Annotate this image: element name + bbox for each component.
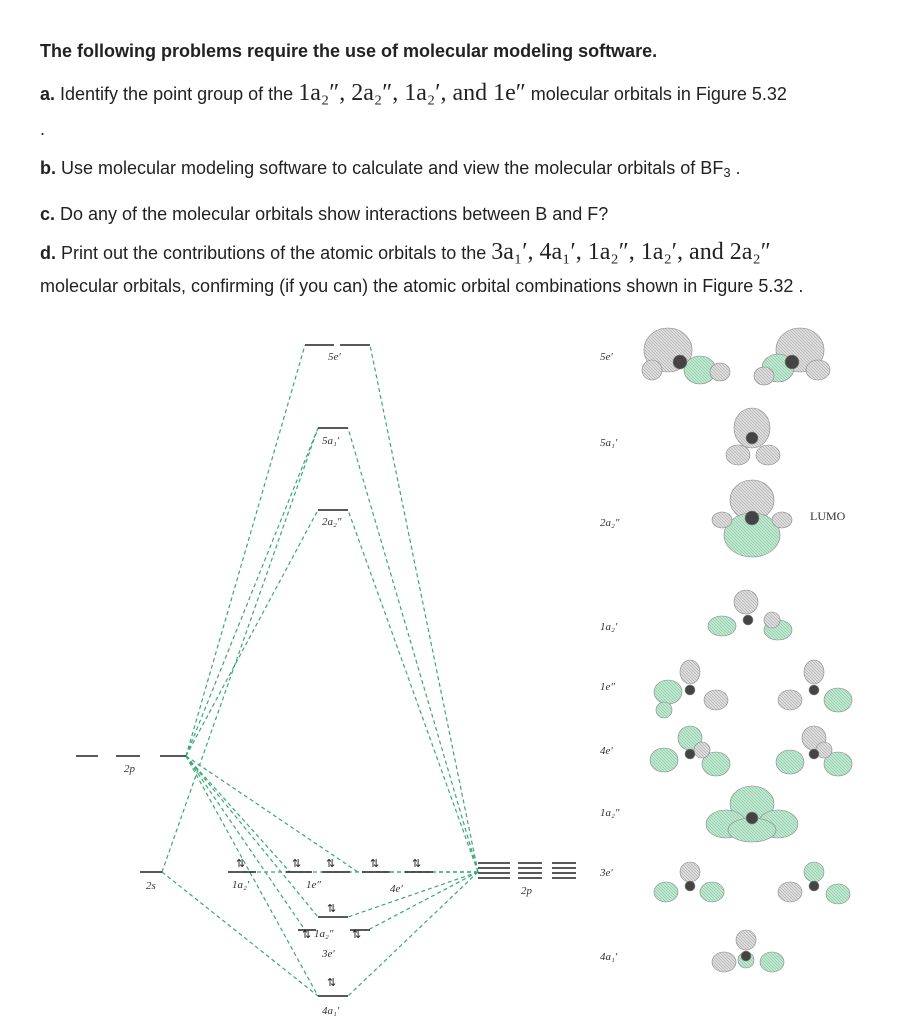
correlation-lines	[162, 345, 478, 996]
electron-pair: ⇅	[326, 857, 336, 870]
problem-a-letter: a.	[40, 84, 56, 104]
column-label-1a2-dprime: 1a₂″	[600, 807, 620, 819]
electron-pair: ⇅	[352, 928, 362, 941]
orbital-1a2-prime	[708, 590, 792, 640]
orbital-5e-b	[754, 328, 830, 385]
label-2a2-dprime: 2a₂″	[322, 516, 342, 528]
problem-d	[40, 241, 771, 264]
problem-b	[40, 157, 741, 184]
orbital-3e-a	[654, 862, 724, 902]
label-5a1-prime: 5a₁′	[322, 435, 340, 447]
electron-pair: ⇅	[370, 857, 380, 870]
electron-pair: ⇅	[327, 902, 337, 915]
label-1a2-prime: 1a₂′	[232, 879, 250, 891]
problem-b-text: Use molecular modeling software to calculate and view the molecular orbitals of BF	[56, 158, 724, 178]
electron-pairs	[236, 857, 421, 989]
electron-pair: ⇅	[236, 857, 246, 870]
electron-pair: ⇅	[292, 857, 302, 870]
column-label-4a1: 4a₁′	[600, 951, 618, 963]
column-label-1a2-prime: 1a₂′	[600, 621, 618, 633]
label-1a2-dprime: 1a₂″	[314, 928, 334, 940]
orbital-5a1	[726, 408, 780, 465]
problem-b-letter: b.	[40, 158, 56, 178]
column-label-4e: 4e′	[600, 745, 613, 757]
problem-d-line2: molecular orbitals, confirming (if you can) the atomic orbital combinations shown in Figure 5.32 .	[40, 276, 804, 296]
column-label-3e: 3e′	[600, 867, 613, 879]
column-label-5e: 5e′	[600, 351, 613, 363]
label-1e-dprime: 1e″	[306, 879, 321, 891]
column-label-1e: 1e″	[600, 681, 615, 693]
orbital-5e-a	[642, 328, 730, 384]
problem-a-dot: .	[40, 119, 46, 139]
problem-a	[40, 82, 787, 105]
problem-d-pre: Print out the contributions of the atomic orbitals to the	[56, 243, 492, 263]
problem-a-pre: Identify the point group of the	[55, 84, 299, 104]
problem-a-orbitals: 1a₂″, 2a₂″, 1a₂′, and 1e″	[298, 80, 526, 106]
problem-c-letter: c.	[40, 204, 56, 224]
problem-c	[40, 203, 608, 225]
label-b-2p: 2p	[124, 763, 135, 775]
problem-d-orbitals: 3a₁′, 4a₁′, 1a₂″, 1a₂′, and 2a₂″	[491, 239, 771, 265]
label-f-2p: 2p	[521, 885, 532, 897]
orbital-4a1	[712, 930, 784, 972]
problem-c-text: Do any of the molecular orbitals show interactions between B and F?	[55, 204, 609, 224]
lumo-label: LUMO	[810, 509, 846, 523]
column-label-5a1: 5a₁′	[600, 437, 618, 449]
mo-diagram-figure	[0, 320, 922, 1024]
label-b-2s: 2s	[146, 880, 156, 892]
orbital-1e-a	[654, 660, 728, 718]
electron-pair: ⇅	[412, 857, 422, 870]
problem-b-end: .	[730, 158, 741, 178]
label-5e-prime: 5e′	[328, 351, 341, 363]
column-label-2a2: 2a₂″	[600, 517, 620, 529]
problem-d-letter: d.	[40, 243, 56, 263]
orbital-1e-b	[778, 660, 852, 712]
intro-heading: The following problems require the use of molecular modeling software.	[40, 41, 658, 61]
electron-pair: ⇅	[302, 928, 312, 941]
orbital-images	[642, 328, 852, 972]
problem-b-sub: 3	[723, 165, 731, 180]
problem-a-post: molecular orbitals in Figure 5.32	[525, 84, 787, 104]
label-4e-prime: 4e′	[390, 883, 403, 895]
label-3e-prime: 3e′	[322, 948, 335, 960]
electron-pair: ⇅	[327, 976, 337, 989]
orbital-2a2	[712, 480, 792, 557]
orbital-4e-a	[650, 726, 730, 776]
orbital-3e-b	[778, 862, 850, 904]
orbital-4e-b	[776, 726, 852, 776]
label-4a1-prime: 4a₁′	[322, 1005, 340, 1017]
orbital-1a2-dprime	[706, 786, 798, 842]
